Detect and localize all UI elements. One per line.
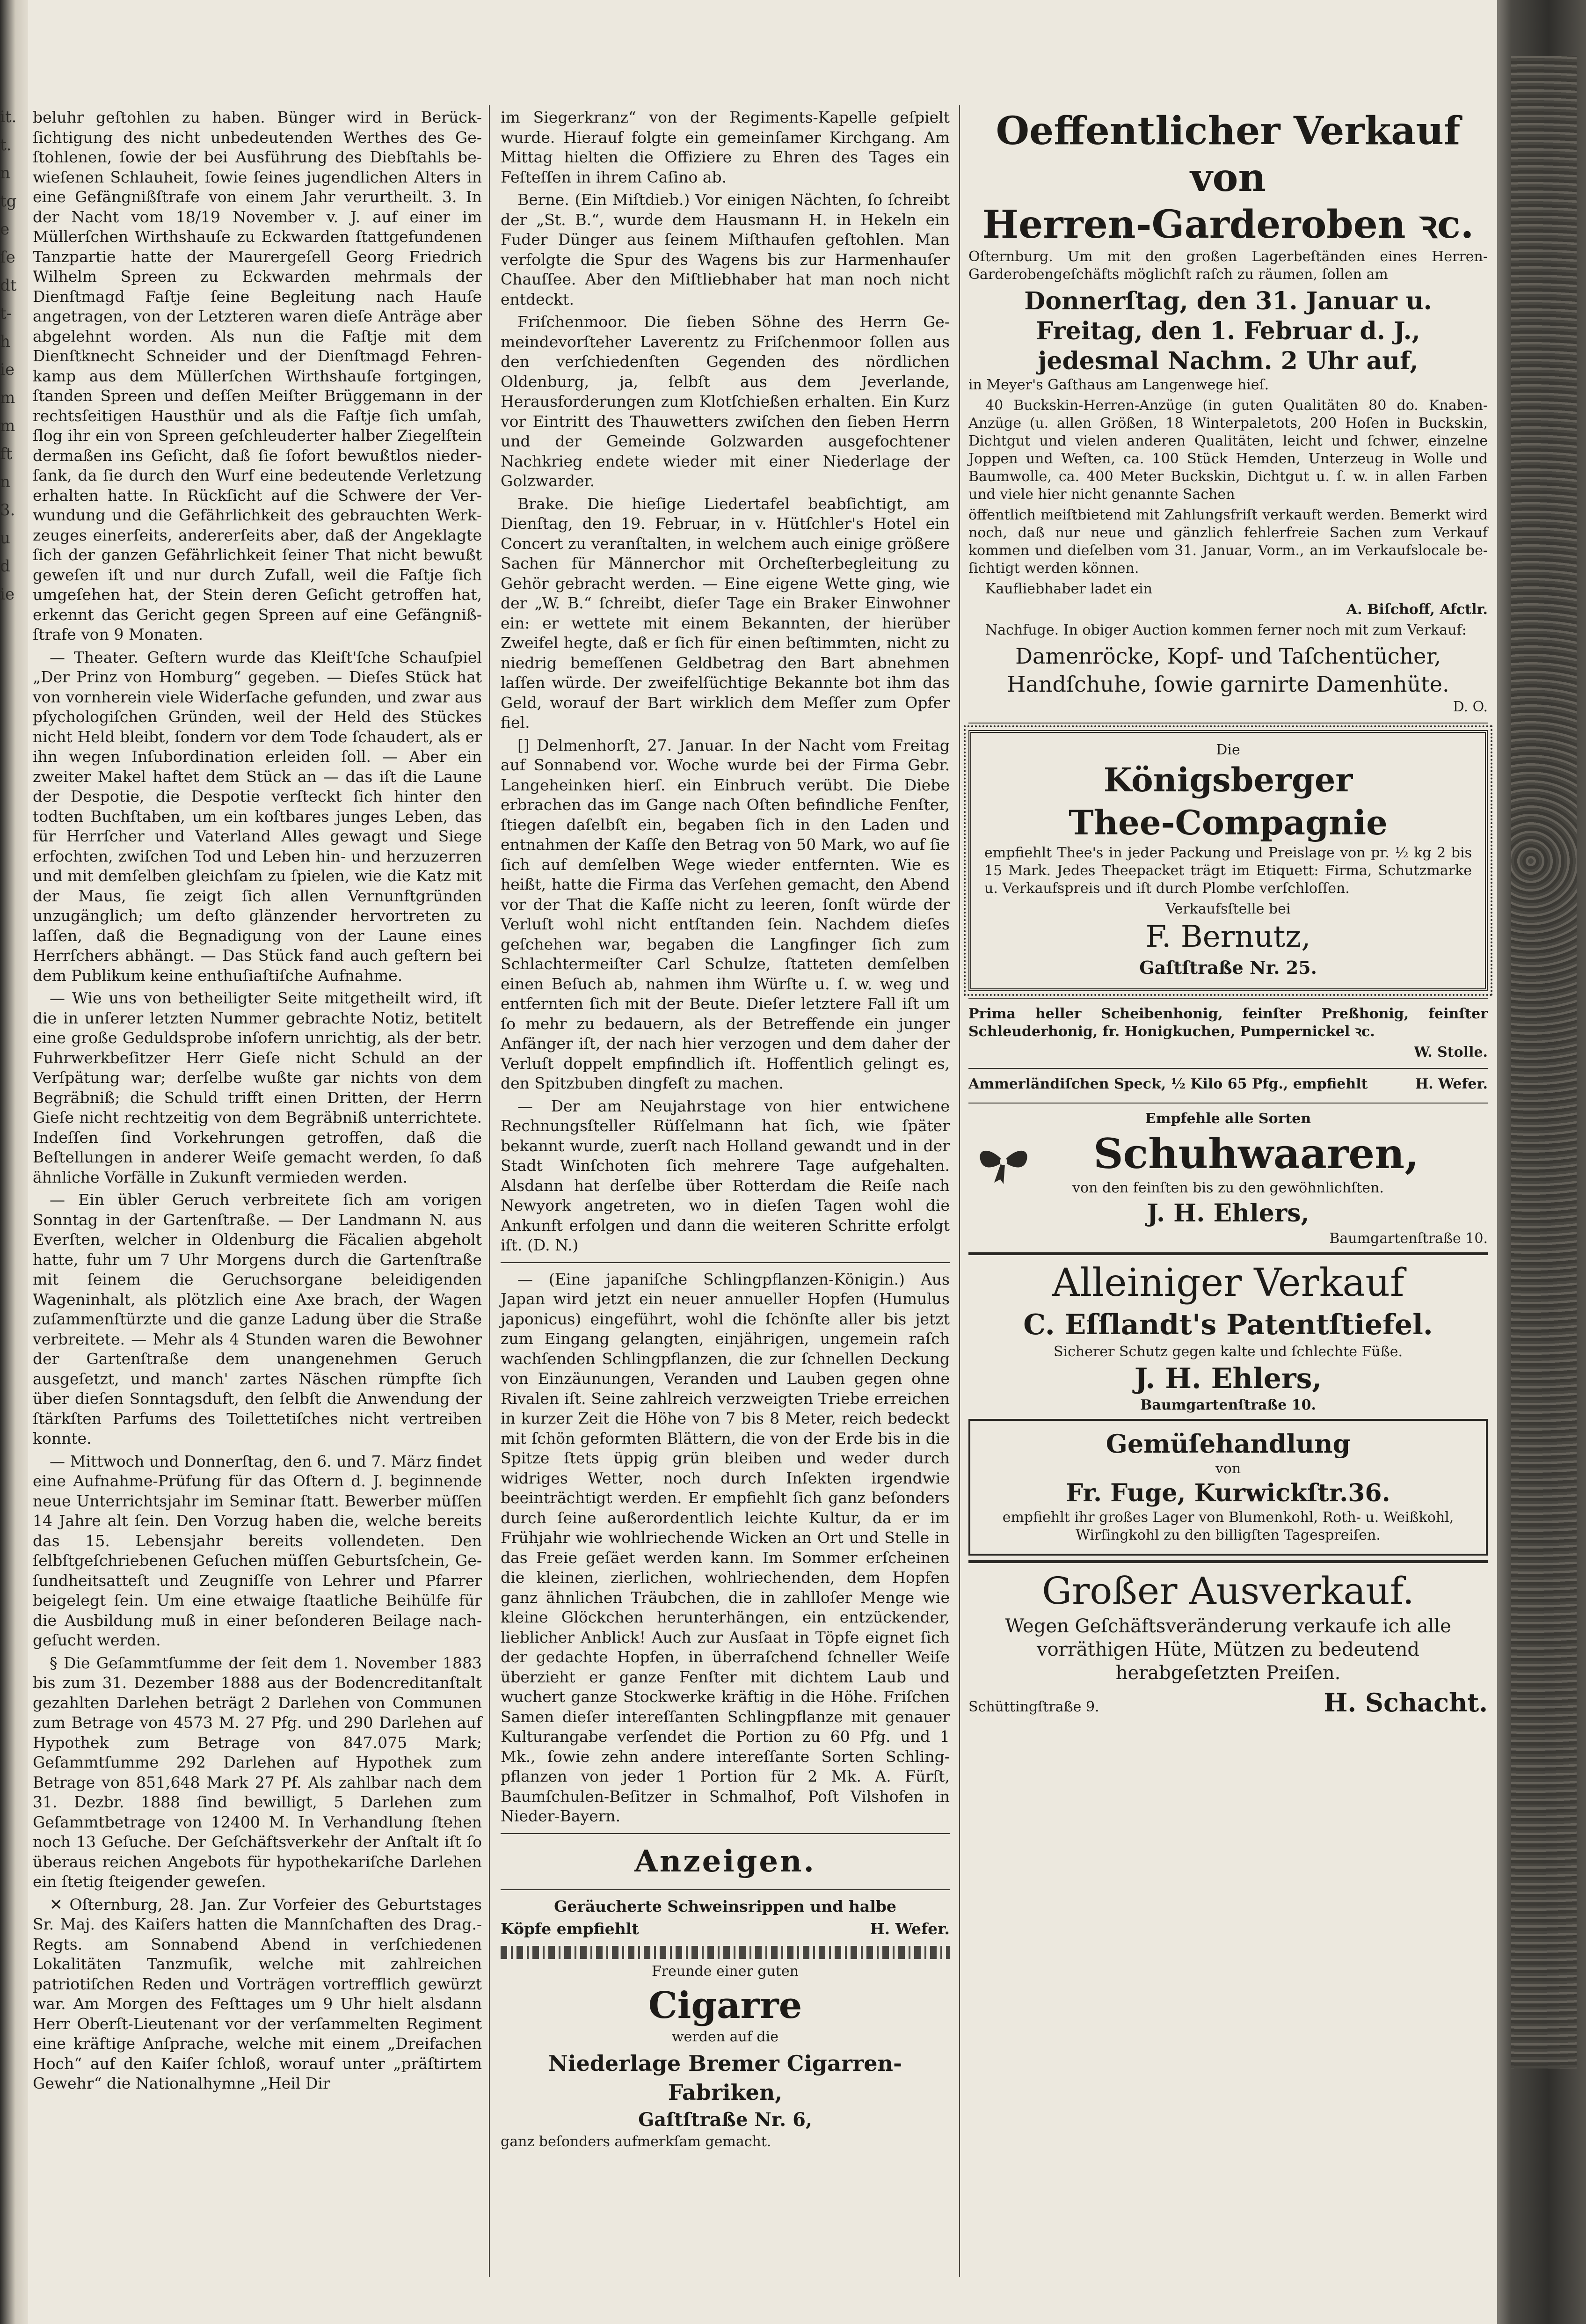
gutter-line: m bbox=[0, 417, 15, 435]
divider bbox=[501, 1889, 950, 1890]
ad-signer: H. Schacht. bbox=[1324, 1688, 1488, 1717]
ad-extra: Damenröcke, Kopf- und Taſchentücher, Handſchuhe, ſowie garnirte Damenhüte. bbox=[1007, 643, 1449, 697]
article-frischenmoor: Friſchenmoor. Die ſieben Söhne des Herrn Gemeindevorſteher Laverentz zu Friſchenmoor ſollen aus den verſchiedenſten Gegenden des nördlichen Oldenburg, ja, ſelbſt aus dem Jeverlande, Herausforderungen zum Klotſchießen erhalten. Ein Kurz vor Eintritt des Thauwetters zwiſchen den ſieben Herrn und der Gemeinde Golzwarden ausgefochtener Nachkrieg endete wieder mit einer Niederlage der Golzwarder. bbox=[501, 313, 950, 490]
ad-headline: Cigarre bbox=[648, 1984, 802, 2027]
column-2 bbox=[501, 108, 950, 2154]
divider bbox=[968, 1560, 1488, 1563]
divider bbox=[968, 723, 1488, 724]
gutter-fragments bbox=[0, 103, 28, 608]
ad-patentstiefel bbox=[968, 1260, 1488, 1414]
article-osternburg: ✕ Oſternburg, 28. Jan. Zur Vorfeier des Geburtstages Sr. Maj. des Kaiſers hatten die Mannſchaften des Drag.-Regts. am Sonnabend Abend in verſchiedenen Lokalitäten Tanzmuſik, welche mit zahlreichen patriotiſchen Reden und Vorträgen vortrefflich gewürzt war. Am Morgen des Feſttages um 9 Uhr hielt alsdann Herr Oberſt-Lieutenant vor der verſammelten Regiment eine kräftige Anſprache, welche mit einem „Dreifachen Hoch“ auf den Kaiſer ſchloß, worauf unter „präſtirtem Gewehr“ die Nationalhymne „Heil Dir bbox=[33, 1895, 482, 2092]
divider bbox=[968, 1103, 1488, 1104]
gutter-line: tg bbox=[0, 192, 17, 211]
ad-ausverkauf bbox=[968, 1568, 1488, 1717]
gutter-line: n bbox=[0, 473, 10, 491]
ad-herren-garderoben bbox=[968, 108, 1488, 716]
ad-headline: Thee-Compagnie bbox=[1069, 803, 1388, 842]
ad-dealer: F. Bernutz, bbox=[1145, 920, 1311, 954]
ad-text: Nachfuge. In obiger Auction kommen ferner noch mit zum Verkauf: bbox=[985, 622, 1467, 638]
ad-signer: W. Stolle. bbox=[1414, 1044, 1488, 1060]
ad-headline: Schuhwaaren, bbox=[1093, 1129, 1419, 1178]
ad-date: Freitag, den 1. Februar d. J., bbox=[1036, 317, 1420, 345]
ad-gemuesehandlung bbox=[968, 1419, 1488, 1556]
ad-thee-compagnie bbox=[968, 730, 1488, 991]
ad-text: Verkaufsſtelle bei bbox=[1165, 901, 1291, 917]
gutter-line: dt bbox=[0, 276, 17, 295]
gutter-line: t- bbox=[0, 304, 12, 323]
ad-text: von bbox=[1215, 1461, 1241, 1477]
column-rule bbox=[489, 105, 490, 2277]
ad-firm: Niederlage Bremer Cigarren-Fabriken, bbox=[548, 2050, 902, 2105]
ad-text: Ammerländiſchen Speck, ½ Kilo 65 Pfg., empfiehlt bbox=[968, 1076, 1368, 1092]
article-berne: Berne. (Ein Miſtdieb.) Vor einigen Nächten, ſo ſchreibt der „St. B.“, wurde dem Hausmann H. in Hekeln ein Fuder Dünger aus ſeinem Miſthaufen geſtohlen. Man verfolgte die Spur des Wagens bis zur Harmenhauſer Chauſſee. Aber den Miſtliebhaber hat man noch nicht entdeckt. bbox=[501, 190, 950, 308]
gutter-line: m bbox=[0, 388, 15, 407]
divider bbox=[968, 1068, 1488, 1069]
divider bbox=[501, 1262, 950, 1263]
newspaper-page bbox=[28, 0, 1497, 2324]
ad-signer: H. Wefer. bbox=[1415, 1076, 1488, 1092]
ad-text: in Meyer's Gaſthaus am Langenwege hieſ. bbox=[968, 377, 1269, 393]
ad-headline: Großer Ausverkauf. bbox=[1042, 1569, 1414, 1613]
ad-date: Donnerſtag, den 31. Januar u. bbox=[1024, 287, 1432, 315]
ad-text: Prima heller Scheibenhonig, feinſter Preßhonig, feinſter Schleuderhonig, fr. Honigkuchen, Pumpernickel ꝛc. bbox=[968, 1006, 1488, 1040]
ad-speck bbox=[968, 1075, 1488, 1096]
ad-signer: D. O. bbox=[1453, 699, 1488, 715]
ad-signer: A. Biſchoff, Afctlr. bbox=[1346, 601, 1488, 618]
gutter-line: h bbox=[0, 332, 10, 351]
ad-cigarre bbox=[501, 1963, 950, 2151]
ad-signer: H. Wefer. bbox=[870, 1920, 950, 1938]
column-3 bbox=[968, 108, 1488, 1717]
gutter-line: d bbox=[0, 557, 10, 576]
gutter-line: ie bbox=[0, 585, 15, 604]
ad-dealer: Fr. Fuge, Kurwickſtr.36. bbox=[1066, 1479, 1390, 1507]
ad-street: Gaſtſtraße Nr. 6, bbox=[638, 2108, 812, 2131]
divider bbox=[501, 1833, 950, 1834]
article-correction: — Wie uns von betheiligter Seite mitgetheilt wird, iſt die in unſerer letzten Nummer gebrachte Notiz, betitelt eine große Geduldsprobe inſofern unrichtig, als der betr. Fuhrwerkbeſitzer Herr Gieſe nicht Schuld an der Verſpätung war; derſelbe wußte gar nichts von dem Begräbniß; die Schuld trifft einen Dritten, der Herrn Gieſe nicht rechtzeitig von dem Begräbniß unterrichtete. Indeſſen ſind Vorkehrungen getroffen, daß die Beſtellungen in anderer Weiſe gemacht werden, ſo daß ähnliche Vorfälle in Zukunft vermieden werden. bbox=[33, 989, 482, 1186]
article-theater: — Theater. Geſtern wurde das Kleiſt'ſche Schauſpiel „Der Prinz von Homburg“ gegeben. — Dieſes Stück hat von vornherein viele Widerſache gefunden, und zwar aus pſychologiſchen Gründen, weil der Held des Stückes nicht Held bleibt, ſondern vor dem Tode ſchaudert, als er ihn wegen Inſubordination erleiden ſoll. — Aber ein zweiter Makel haftet dem Stück an — das iſt die Laune der Despotie, die Despotie verſteckt ſich hinter den todten Buchſtaben, um ein koſtbares junges Leben, das für Herrſcher und Vaterland Alles gewagt und Siege erfochten, zwiſchen Tod und Leben hin- und herzuzerren und mit demſelben gleichſam zu ſpielen, wie die Katz mit der Maus, ſie zeigt ſich allen Vernunftgründen unzugänglich; um deſto glänzender hervortreten zu laſſen, daß die Begnadigung von der Laune eines Herrſchers abhängt. — Das Stück fand auch geſtern bei dem Publikum keine enthuſiaſtiſche Aufnahme. bbox=[33, 648, 482, 985]
gutter-line: e bbox=[0, 220, 10, 239]
article-neujahr: — Der am Neujahrstage von hier entwichene Rechnungsſteller Rüſſelmann hat ſich, wie ſpäter bekannt wurde, zuerſt nach Holland gewandt und in der Stadt Winſchoten ſich mehrere Tage aufgehalten. Alsdann hat derſelbe über Rotterdam die Reiſe nach Newyork angetreten, wo in dieſen Tagen wohl die Ankunft erfolgen und dann die weiteren Schritte erfolgt iſt. (D. N.) bbox=[501, 1096, 950, 1254]
ad-headline: Oeffentlicher Verkauf von bbox=[996, 109, 1461, 200]
gutter-line: ſe bbox=[0, 248, 15, 267]
gutter-line: u bbox=[0, 529, 10, 548]
ad-text: empfiehlt Thee's in jeder Packung und Preislage von pr. ½ kg 2 bis 15 Mark. Jedes Theepacket trägt im Etiquett: Firma, Schutzmarke u. Verkaufspreis und iſt durch Plombe verſchloſſen. bbox=[984, 845, 1472, 897]
ad-headline: Gemüſehandlung bbox=[1106, 1429, 1351, 1459]
article-seminar: — Mittwoch und Donnerſtag, den 6. und 7. März findet eine Aufnahme-Prüfung für das Oſtern d. J. beginnende neue Unterrichtsjahr im Seminar ſtatt. Bewerber müſſen 14 Jahre alt ſein. Den Vorzug haben die, welche bereits das 15. Lebensjahr bereits vollendeten. Den ſelbſtgeſchriebenen Geſuchen müſſen Geburtsſchein, Geſundheitsatteſt und Zeugniſſe von Lehrer und Pfarrer beigelegt ſein. Um eine etwaige ſtaatliche Beihülfe für die Ausbildung muß in einer beſonderen Beilage nachgeſucht werden. bbox=[33, 1452, 482, 1649]
ad-text: Wegen Geſchäftsveränderung verkaufe ich alle vorräthigen Hüte, Mützen zu bedeutend herabgeſetzten Preiſen. bbox=[1005, 1615, 1451, 1684]
ad-street: Baumgartenſtraße 10. bbox=[1329, 1230, 1488, 1247]
ad-dealer: J. H. Ehlers, bbox=[1147, 1199, 1310, 1228]
ad-date: jedesmal Nachm. 2 Uhr auf, bbox=[1038, 347, 1419, 375]
column-rule bbox=[959, 105, 960, 2277]
ad-headline: Alleiniger Verkauf bbox=[1052, 1261, 1404, 1305]
article-court: beluhr geſtohlen zu haben. Bünger wird in Berückſichtigung des nicht unbedeutenden Werthes des Geſtohlenen, ſowie der bei Ausführung des Diebſtahls bewieſenen Schlauheit, ſowie ſeines jugendlichen Alters in eine Gefängnißſtrafe von einem Jahr verurtheilt. 3. In der Nacht vom 18/19 November v. J. auf einer im Müllerſchen Wirthshauſe zu Eckwarden ſtattgefundenen Tanzpartie hatte der Maurergeſell Georg Friedrich Wilhelm Spreen zu Eckwarden mehrmals der Dienſtmagd Faſtje ſeine Begleitung nach Hauſe angetragen, von der Letzteren waren dieſe Anträge aber abgelehnt worden. Als nun die Faſtje mit dem Dienſtknecht Schneider und der Dienſtmagd Fehrenkamp aus dem Müllerſchen Wirthshauſe fortgingen, ſtanden Spreen und deſſen Meiſter Brüggemann in der rechtsſeitigen Hausthür und als die Faſtje ſich umſah, ſlog ihr ein von Spreen geſchleuderter halber Ziegelſtein dermaßen ins Geſicht, daß ſie ſofort bewußtlos niederſank, da ſie durch den Wurf eine bedeutende Verletzung erhalten hatte. In Rückſicht auf die Schwere der Verwundung und die Gefährlichkeit des gebrauchten Werkzeuges einerſeits, andererſeits aber, daß der Angeklagte ſich der ganzen Gefährlichkeit ſeiner That nicht bewußt geweſen iſt und nur durch Zufall, weil die Faſtje ſich umgeſehen hat, der Stein deren Geſicht getroffen hat, erkennt das Gericht gegen Spreen auf eine Gefängnißſtrafe von 9 Monaten. bbox=[33, 108, 482, 643]
ad-text: Kaufliebhaber ladet ein bbox=[985, 581, 1152, 597]
ad-text: Die bbox=[1216, 742, 1240, 758]
ad-text: Oſternburg. Um mit den großen Lagerbeſtänden eines Herren-Garderobengeſchäfts möglichſt raſch zu räumen, ſollen am bbox=[968, 248, 1488, 283]
ad-headline: Königsberger bbox=[1103, 760, 1353, 799]
gutter-line: 3. bbox=[0, 501, 15, 519]
ad-street: Baumgartenſtraße 10. bbox=[1140, 1397, 1316, 1413]
article-credit: § Die Geſammtſumme der ſeit dem 1. November 1883 bis zum 31. Dezember 1888 aus der Bodencreditanſtalt gezahlten Darlehen beträgt 2 Darlehen von Communen zum Betrage von 4573 M. 27 Pfg. und 290 Darlehen auf Hypothek zum Betrage von 847.075 Mark; Geſammtſumme 292 Darlehen auf Hypothek zum Betrage von 851,648 Mark 27 Pf. Als zahlbar nach dem 31. Dezbr. 1888 ſind bewilligt, 5 Darlehen zum Geſammtbetrage von 12400 M. In Verhandlung ſtehen noch 13 Geſuche. Der Geſchäftsverkehr der Anſtalt iſt ſo überaus reichen Angebots für hypothekariſche Darlehen ein ſtetig ſteigender geweſen. bbox=[33, 1653, 482, 1891]
ad-dealer: J. H. Ehlers, bbox=[1134, 1362, 1322, 1395]
ornament-divider bbox=[501, 1946, 950, 1959]
ad-schuhwaaren bbox=[968, 1110, 1488, 1248]
ad-text: Geräucherte Schweinsrippen und halbe bbox=[554, 1897, 896, 1915]
gutter-line: ft bbox=[0, 445, 13, 463]
divider bbox=[968, 1252, 1488, 1255]
anzeigen-title: Anzeigen. bbox=[634, 1843, 816, 1879]
ad-text: Sicherer Schutz gegen kalte und ſchlechte Füße. bbox=[1053, 1344, 1403, 1360]
gutter-line: it. bbox=[0, 108, 17, 126]
ad-text: von den feinſten bis zu den gewöhnlichſten. bbox=[1072, 1180, 1384, 1196]
ad-text: öffentlich meiſtbietend mit Zahlungsfriſt verkauft werden. Bemerkt wird noch, daß nur neue und gänzlich fehlerfreie Sachen zum Verkauf kommen und dieſelben vom 31. Januar, Vorm., an im Verkaufslocale beſichtigt werden können. bbox=[968, 507, 1488, 577]
ad-text: werden auf die bbox=[672, 2028, 778, 2045]
ad-text: Freunde einer guten bbox=[651, 1963, 799, 1980]
article-brake: Brake. Die hieſige Liedertafel beabſichtigt, am Dienſtag, den 19. Februar, in v. Hütſchler's Hotel ein Concert zu veranſtalten, in welchem auch einige größere Sachen für Männerchor mit Orcheſterbegleitung zu Gehör gebracht werden. — Eine eigene Wette ging, wie der „W. B.“ ſchreibt, dieſer Tage ein Braker Einwohner ein: er wettete mit einem Bekannten, der hierüber Zweifel hegte, daß er ſich für einen beſtimmten, nicht zu niedrig bemeſſenen Geldbetrag den Bart abnehmen laſſen würde. Der zweifelſüchtige Bekannte bot ihm das Geld, worauf der Bart wirklich dem Meſſer zum Opfer fiel. bbox=[501, 494, 950, 731]
article-smell: — Ein übler Geruch verbreitete ſich am vorigen Sonntag in der Gartenſtraße. — Der Landmann N. aus Everſten, welcher in Oldenburg die Fäcalien abgeholt hatte, fuhr um 7 Uhr Morgens durch die Gartenſtraße mit ſeinem die Geruchsorgane beleidigenden Wageninhalt, als plötzlich eine Axe brach, der Wagen zuſammenſtürzte und die ganze Ladung über die Straße verbreitete. — Mehr als 4 Stunden waren die Bewohner der Gartenſtraße dem unangenehmen Geruch ausgeſetzt, und manch' zartes Näschen rümpfte ſich über dieſen Sonntagsduft, den ſelbſt die Anwendung der ſtärkſten Parfums des Toilettetiſches nicht vertreiben konnte. bbox=[33, 1191, 482, 1447]
gutter-line-list bbox=[0, 103, 28, 608]
ad-headline: Herren-Garderoben ꝛc. bbox=[982, 202, 1474, 247]
ad-headline: C. Eſſlandt's Patentſtiefel. bbox=[1023, 1308, 1433, 1341]
article-delmenhorst: [] Delmenhorſt, 27. Januar. In der Nacht vom Freitag auf Sonnabend vor. Woche wurde bei der Firma Gebr. Langeheinken hierſ. ein Einbruch verübt. Die Diebe erbrachen das im Gange nach Oſten befindliche Fenſter, ſtiegen daſelbſt ein, begaben ſich in den Laden und entnahmen der Kaſſe den Betrag von 50 Mark, wo auf ſie ſich auf demſelben Wege wieder entfernten. Wie es heißt, hatte die Firma das Verſehen gemacht, den Abend vor der That die Kaſſe nicht zu leeren, ſonſt würde der Verluſt wohl nicht entſtanden ſein. Nachdem dieſes geſchehen war, begaben die Langfinger ſich zum Schlachtermeiſter Carl Schulze, ſtatteten demſelben einen Beſuch ab, nahmen ihm Würſte u. ſ. w. weg und entfernten ſich mit der Beute. Dieſer letztere Fall iſt um ſo mehr zu bedauern, als der Betreffende ein junger Anfänger iſt, der nach hier verzogen und dem daher der Verluſt doppelt empfindlich iſt. Hoffentlich gelingt es, den Spitzbuben dingfeſt zu machen. bbox=[501, 736, 950, 1092]
gutter-line: t. bbox=[0, 136, 12, 154]
ad-schweinsrippen bbox=[501, 1897, 950, 1942]
ad-street: Schüttingſtraße 9. bbox=[968, 1699, 1099, 1715]
ad-street: Gaſtſtraße Nr. 25. bbox=[1139, 957, 1317, 978]
column-1 bbox=[33, 108, 482, 2097]
article-siegerkranz: im Siegerkranz“ von der Regiments-Kapelle geſpielt wurde. Hierauf folgte ein gemeinſamer Kirchgang. Am Mittag hielten die Offiziere zu Ehren des Tages ein Feſteſſen in ihrem Caſino ab. bbox=[501, 108, 950, 186]
ad-text: empfiehlt ihr großes Lager von Blumenkohl, Roth- u. Weißkohl, Wirſingkohl zu den billigſten Tagespreiſen. bbox=[1002, 1509, 1454, 1543]
article-hopfen: — (Eine japaniſche Schlingpflanzen-Königin.) Aus Japan wird jetzt ein neuer annueller Hopfen (Humulus japonicus) eingeführt, wohl die ſchönſte aller bis jetzt zum Eingang gelangten, einjährigen, ungemein raſch wachſenden Schlingpflanzen, die zur ſchnellen Deckung von Einzäunungen, Veranden und Lauben gegen ohne Rivalen iſt. Seine zahlreich verzweigten Triebe erreichen in kurzer Zeit die Höhe von 7 bis 8 Meter, reich bedeckt mit ſchön geformten Blättern, die von der Erde bis in die Spitze ſtets üppig grün bleiben und weder durch widriges Wetter, noch durch Inſekten irgendwie beeinträchtigt werden. Er empfiehlt ſich ganz beſonders durch ſeine außerordentlich leichte Kultur, da er im Frühjahr wie wohlriechende Wicken an Ort und Stelle in das Freie geſäet werden kann. Im Sommer erſcheinen die kleinen, zierlichen, wohlriechenden, dem Hopfen ganz ähnlichen Träubchen, die in zahlloſer Menge wie kleine Glöckchen herunterhängen, ein entzückender, lieblicher Anblick! Auch zur Ausſaat in Töpfe eignet ſich der gedachte Hopfen, in überraſchend ſchneller Weiſe überzieht er ganze Fenſter mit dichtem Laub und wuchert ganze Stockwerke kräftig in die Höhe. Friſchen Samen dieſer intereſſanten Schlingpflanze mit genauer Kulturangabe verſendet die Portion zu 60 Pfg. und 1 Mk., ſowie zehn andere intereſſante Sorten Schlingpflanzen von jeder 1 Portion für 2 Mk. A. Fürſt, Baumſchulen-Beſitzer in Schmalhof, Poſt Vilshofen in Nieder-Bayern. bbox=[501, 1270, 950, 1825]
bow-ornament-icon bbox=[973, 1138, 1034, 1185]
gutter-line: n bbox=[0, 164, 10, 183]
ad-text: ganz beſonders aufmerkſam gemacht. bbox=[501, 2133, 771, 2150]
ad-text: Empfehle alle Sorten bbox=[1145, 1111, 1311, 1127]
ad-text: Köpfe empfiehlt bbox=[501, 1920, 639, 1938]
gutter-line: ie bbox=[0, 360, 15, 379]
marbled-cover bbox=[1511, 56, 1577, 2068]
divider bbox=[968, 998, 1488, 999]
ad-items: 40 Buckskin-Herren-Anzüge (in guten Qualitäten 80 do. Knaben-Anzüge (u. allen Größen, 18 Winterpaletots, 200 Hoſen in Buckskin, Dichtgut und vielen anderen Qualitäten, leicht und ſchwer, einzelne Joppen und Weſten, ca. 100 Stück Hemden, Unterzeug in Wolle und Baumwolle, ca. 400 Meter Buckskin, Dichtgut u. ſ. w. in allen Farben und viele hier nicht genannte Sachen bbox=[968, 397, 1488, 503]
ad-honig bbox=[968, 1005, 1488, 1061]
